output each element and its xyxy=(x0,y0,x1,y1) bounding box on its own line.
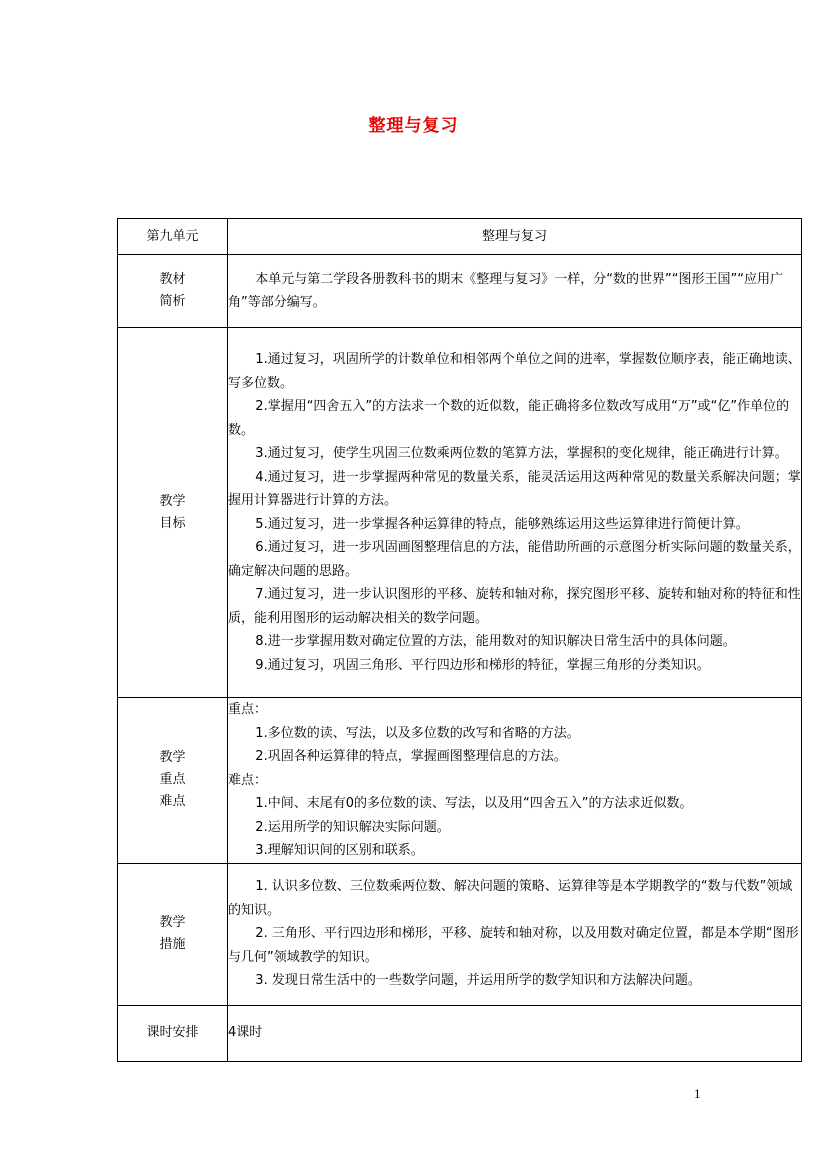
goal-item: 9.通过复习，巩固三角形、平行四边形和梯形的特征，掌握三角形的分类知识。 xyxy=(255,657,710,673)
page-title: 整理与复习 xyxy=(368,116,459,136)
goal-item: 1.通过复习，巩固所学的计数单位和相邻两个单位之间的进率，掌握数位顺序表，能正确地读、写多位数。 xyxy=(228,352,801,391)
table-row-measures xyxy=(118,863,802,1005)
key-points-label-line1: 教学 xyxy=(159,750,186,766)
table-row-schedule xyxy=(118,1005,802,1061)
difficult-item: 2.运用所学的知识解决实际问题。 xyxy=(255,819,450,835)
key-heading: 重点： xyxy=(228,702,268,717)
analysis-text: 本单元与第二学段各册教科书的期末《整理与复习》一样，分“数的世界”“图形王国”“应用广角”等部分编写。 xyxy=(228,271,783,310)
schedule-value: 4课时 xyxy=(228,1005,802,1061)
analysis-label-line2: 简析 xyxy=(159,294,186,309)
goal-item: 8.进一步掌握用数对确定位置的方法，能用数对的知识解决日常生活中的具体问题。 xyxy=(255,634,736,649)
goal-item: 3.通过复习，使学生巩固三位数乘两位数的笔算方法，掌握积的变化规律，能正确进行计算。 xyxy=(255,446,788,461)
analysis-content xyxy=(228,255,802,328)
key-item: 1.多位数的读、写法，以及多位数的改写和省略的方法。 xyxy=(255,725,580,741)
key-points-label-line3: 难点 xyxy=(159,794,186,810)
table-row-header xyxy=(118,219,802,255)
key-item: 2.巩固各种运算律的特点，掌握画图整理信息的方法。 xyxy=(255,749,567,764)
measures-label-line1: 教学 xyxy=(159,915,186,930)
difficult-item: 1.中间、末尾有0的多位数的读、写法，以及用“四舍五入”的方法求近似数。 xyxy=(255,796,693,811)
schedule-label: 课时安排 xyxy=(118,1005,228,1061)
measure-item: 3. 发现日常生活中的一些数学问题，并运用所学的数学知识和方法解决问题。 xyxy=(255,973,701,989)
goal-item: 4.通过复习，进一步掌握两种常见的数量关系，能灵活运用这两种常见的数量关系解决问题；掌握用计算器进行计算的方法。 xyxy=(228,469,801,508)
key-points-content xyxy=(228,698,802,864)
measures-label xyxy=(118,863,228,1005)
goals-label-line1: 教学 xyxy=(159,493,186,509)
measure-item: 2. 三角形、平行四边形和梯形，平移、旋转和轴对称，以及用数对确定位置，都是本学期“图形与几何”领域教学的知识。 xyxy=(228,926,799,965)
lesson-plan-table xyxy=(117,218,802,1062)
goal-item: 2.掌握用“四舍五入”的方法求一个数的近似数，能正确将多位数改写成用“万”或“亿”作单位的数。 xyxy=(228,399,790,438)
difficult-heading: 难点： xyxy=(228,772,268,788)
key-points-label-line2: 重点 xyxy=(159,772,186,788)
measures-content xyxy=(228,863,802,1005)
goals-label-line2: 目标 xyxy=(159,515,186,531)
measure-item: 1. 认识多位数、三位数乘两位数、解决问题的策略、运算律等是本学期教学的“数与代数”领域的知识。 xyxy=(228,879,793,918)
difficult-item: 3.理解知识间的区别和联系。 xyxy=(255,843,424,858)
analysis-label-line1: 教材 xyxy=(159,272,186,287)
measures-label-line2: 措施 xyxy=(159,937,186,952)
table-row-analysis xyxy=(118,255,802,328)
unit-label: 第九单元 xyxy=(118,219,228,255)
analysis-label xyxy=(118,255,228,328)
unit-value: 整理与复习 xyxy=(228,219,802,255)
key-points-label xyxy=(118,698,228,864)
table-row-goals xyxy=(118,328,802,698)
goal-item: 5.通过复习，进一步掌握各种运算律的特点，能够熟练运用这些运算律进行简便计算。 xyxy=(255,516,749,532)
goal-item: 7.通过复习，进一步认识图形的平移、旋转和轴对称，探究图形平移、旋转和轴对称的特征和性质，能利用图形的运动解决相关的数学问题。 xyxy=(228,587,801,626)
goal-item: 6.通过复习，进一步巩固画图整理信息的方法，能借助所画的示意图分析实际问题的数量关系，确定解决问题的思路。 xyxy=(228,540,801,579)
goals-content xyxy=(228,328,802,698)
table-row-key-points xyxy=(118,698,802,864)
goals-label xyxy=(118,328,228,698)
page-number: 1 xyxy=(694,1086,701,1101)
